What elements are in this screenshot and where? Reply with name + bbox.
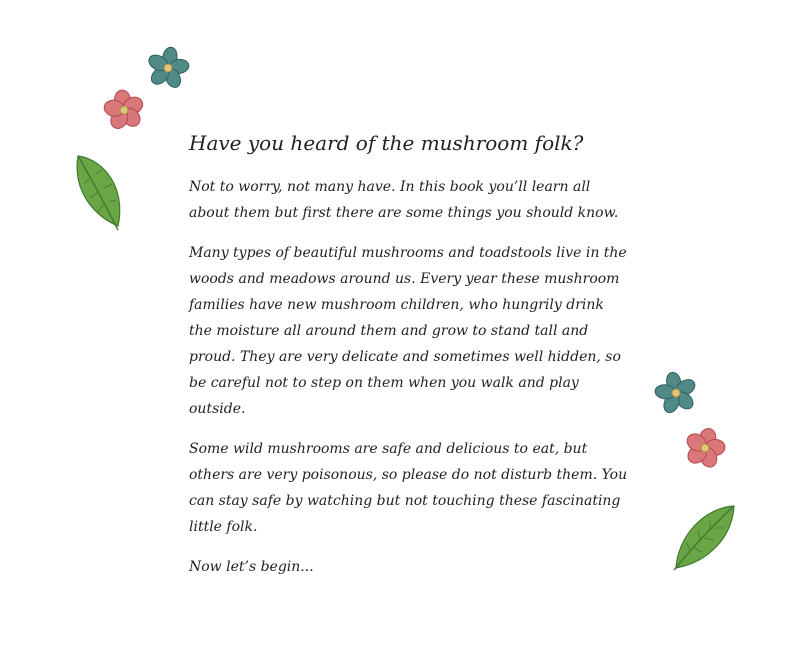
paragraph-safety: Some wild mushrooms are safe and delicious to eat, but others are very poisonous, so please do not disturb them. You can stay safe by watching but not touching these fascinating little folk.	[189, 441, 628, 535]
pink-flower-icon	[98, 88, 150, 132]
teal-flower-icon	[144, 44, 192, 92]
paragraph-begin: Now let’s begin...	[189, 559, 314, 575]
paragraph-intro: Not to worry, not many have. In this book you’ll learn all about them but first there are some things you should know.	[189, 179, 619, 221]
teal-flower-icon	[651, 370, 701, 416]
leaf-icon	[70, 150, 126, 238]
page-title: Have you heard of the mushroom folk?	[189, 131, 584, 155]
paragraph-mushroom-families: Many types of beautiful mushrooms and toadstools live in the woods and meadows around us. Every year these mushroom families have new mushroom children, who hungrily drink the moisture all around them and grow to stand tall and proud. They are very delicate and sometimes well hidden, so be careful not to step on them when you walk and play outside.	[189, 245, 627, 417]
pink-flower-icon	[680, 426, 730, 470]
leaf-icon	[670, 500, 740, 572]
text-block	[189, 128, 629, 594]
